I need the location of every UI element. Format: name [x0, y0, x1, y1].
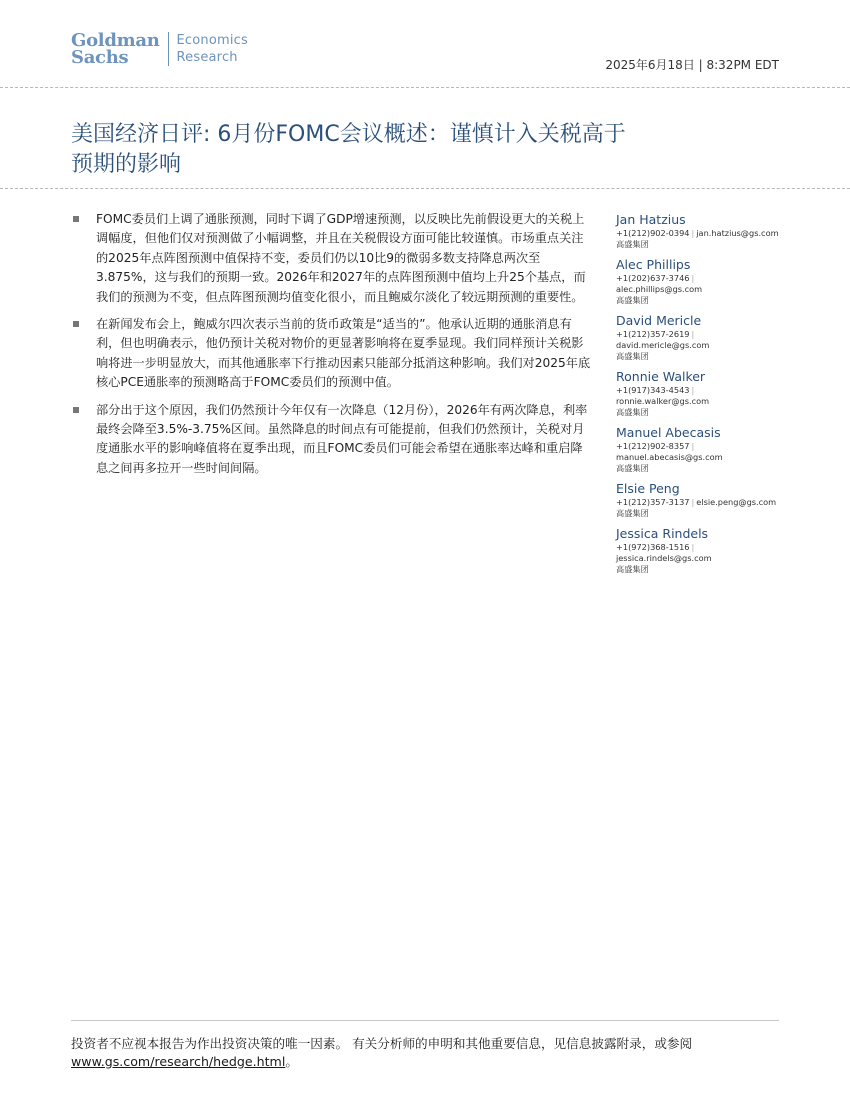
- author-firm: 高盛集团: [616, 463, 649, 473]
- author-contact: +1(212)902-0394 | jan.hatzius@gs.com: [616, 228, 779, 238]
- author-firm: 高盛集团: [616, 564, 649, 574]
- title-line-2: 预期的影响: [71, 152, 182, 177]
- header-divider: [0, 87, 850, 88]
- disclosure-footer: [71, 1035, 781, 1071]
- report-title: [71, 120, 771, 180]
- author-name[interactable]: Alec Phillips: [616, 257, 691, 272]
- bullet-item: [72, 210, 592, 307]
- author-phone-line: +1(972)368-1516 |: [616, 542, 695, 552]
- author-card: [616, 425, 816, 474]
- footer-text: 投资者不应视本报告为作出投资决策的唯一因素。 有关分析师的申明和其他重要信息，见信息披露附录，或参阅: [71, 1036, 693, 1051]
- bullet-text: 部分出于这个原因，我们仍然预计今年仅有一次降息（12月份），2026年有两次降息，利率最终会降至3.5%-3.75%区间。虽然降息的时间点有可能提前，但我们仍然预计，关税对月度通胀水平的影响峰值将在夏季出现，而且FOMC委员们可能会希望在通胀率达峰和重启降息之间再多拉开一些时间间隔。: [96, 402, 588, 475]
- author-card: [616, 257, 816, 306]
- logo-line-2: Sachs: [71, 47, 129, 68]
- author-firm: 高盛集团: [616, 239, 649, 249]
- bullet-text: 在新闻发布会上，鲍威尔四次表示当前的货币政策是“适当的”。他承认近期的通胀消息有利，但也明确表示，他仍预计关税对物价的更显著影响将在夏季显现。我们同样预计关税影响将进一步明显放大，而其他通胀率下行推动因素只能部分抵消这种影响。我们对2025年底核心PCE通胀率的预测略高于FOMC委员们的预测中值。: [96, 317, 591, 390]
- author-phone-line: +1(202)637-3746 |: [616, 273, 695, 283]
- square-bullet-icon: [73, 216, 79, 222]
- author-phone: +1(212)357-3137: [616, 497, 690, 507]
- goldman-sachs-logo: [71, 32, 248, 66]
- author-phone: +1(972)368-1516: [616, 542, 690, 552]
- author-name[interactable]: Elsie Peng: [616, 481, 680, 496]
- logo-subtitle-line-2: Research: [176, 50, 238, 65]
- author-phone: +1(212)902-0394: [616, 228, 690, 238]
- title-divider: [0, 188, 850, 189]
- author-phone-line: +1(212)357-2619 |: [616, 329, 695, 339]
- author-email[interactable]: ronnie.walker@gs.com: [616, 396, 710, 406]
- author-email[interactable]: alec.phillips@gs.com: [616, 284, 703, 294]
- square-bullet-icon: [73, 321, 79, 327]
- logo-subtitle-line-1: Economics: [176, 33, 249, 48]
- author-card: [616, 369, 816, 418]
- disclosure-link[interactable]: www.gs.com/research/hedge.html: [71, 1054, 286, 1069]
- logo-line-1: Goldman: [71, 30, 160, 51]
- author-phone-line: +1(917)343-4543 |: [616, 385, 695, 395]
- author-name[interactable]: Manuel Abecasis: [616, 425, 721, 440]
- author-phone: +1(202)637-3746: [616, 273, 690, 283]
- author-card: [616, 526, 816, 575]
- author-list: [616, 212, 816, 582]
- author-name[interactable]: Jessica Rindels: [616, 526, 709, 541]
- footer-end: 。: [285, 1054, 298, 1069]
- author-phone: +1(212)357-2619: [616, 329, 690, 339]
- author-contact: +1(212)357-3137 | elsie.peng@gs.com: [616, 497, 777, 507]
- author-email[interactable]: manuel.abecasis@gs.com: [616, 452, 723, 462]
- logo-subtitle: [177, 32, 249, 66]
- author-card: [616, 313, 816, 362]
- author-firm: 高盛集团: [616, 351, 649, 361]
- footer-divider: [71, 1020, 779, 1021]
- author-name[interactable]: David Mericle: [616, 313, 702, 328]
- bullet-text: FOMC委员们上调了通胀预测，同时下调了GDP增速预测，以反映比先前假设更大的关税上调幅度，但他们仅对预测做了小幅调整，并且在关税假设方面可能比较谨慎。市场重点关注的2025年点阵图预测中值保持不变，委员们仍以10比9的微弱多数支持降息两次至3.875%，这与我们的预期一致。2026年和2027年的点阵图预测中值均上升25个基点，而我们的预测为不变，但点阵图预测均值变化很小，而且鲍威尔淡化了较远期预测的重要性。: [96, 212, 586, 304]
- bullet-item: [72, 315, 592, 393]
- author-card: [616, 481, 816, 519]
- logo-wordmark: [71, 32, 160, 66]
- bullet-item: [72, 401, 592, 479]
- author-email[interactable]: elsie.peng@gs.com: [696, 497, 777, 507]
- author-email[interactable]: jessica.rindels@gs.com: [616, 553, 712, 563]
- author-phone: +1(917)343-4543: [616, 385, 690, 395]
- report-date: 2025年6月18日 | 8:32PM EDT: [605, 58, 779, 72]
- author-phone-line: +1(212)902-8357 |: [616, 441, 695, 451]
- title-line-1: 美国经济日评: 6月份FOMC会议概述：谨慎计入关税高于: [71, 122, 626, 147]
- author-phone: +1(212)902-8357: [616, 441, 690, 451]
- logo-divider: [168, 32, 169, 66]
- author-firm: 高盛集团: [616, 407, 649, 417]
- square-bullet-icon: [73, 407, 79, 413]
- author-firm: 高盛集团: [616, 295, 649, 305]
- author-card: [616, 212, 816, 250]
- author-email[interactable]: david.mericle@gs.com: [616, 340, 710, 350]
- report-header: [0, 0, 850, 88]
- author-name[interactable]: Jan Hatzius: [616, 212, 686, 227]
- author-firm: 高盛集团: [616, 508, 649, 518]
- author-email[interactable]: jan.hatzius@gs.com: [696, 228, 779, 238]
- summary-bullets: [72, 210, 592, 486]
- author-name[interactable]: Ronnie Walker: [616, 369, 706, 384]
